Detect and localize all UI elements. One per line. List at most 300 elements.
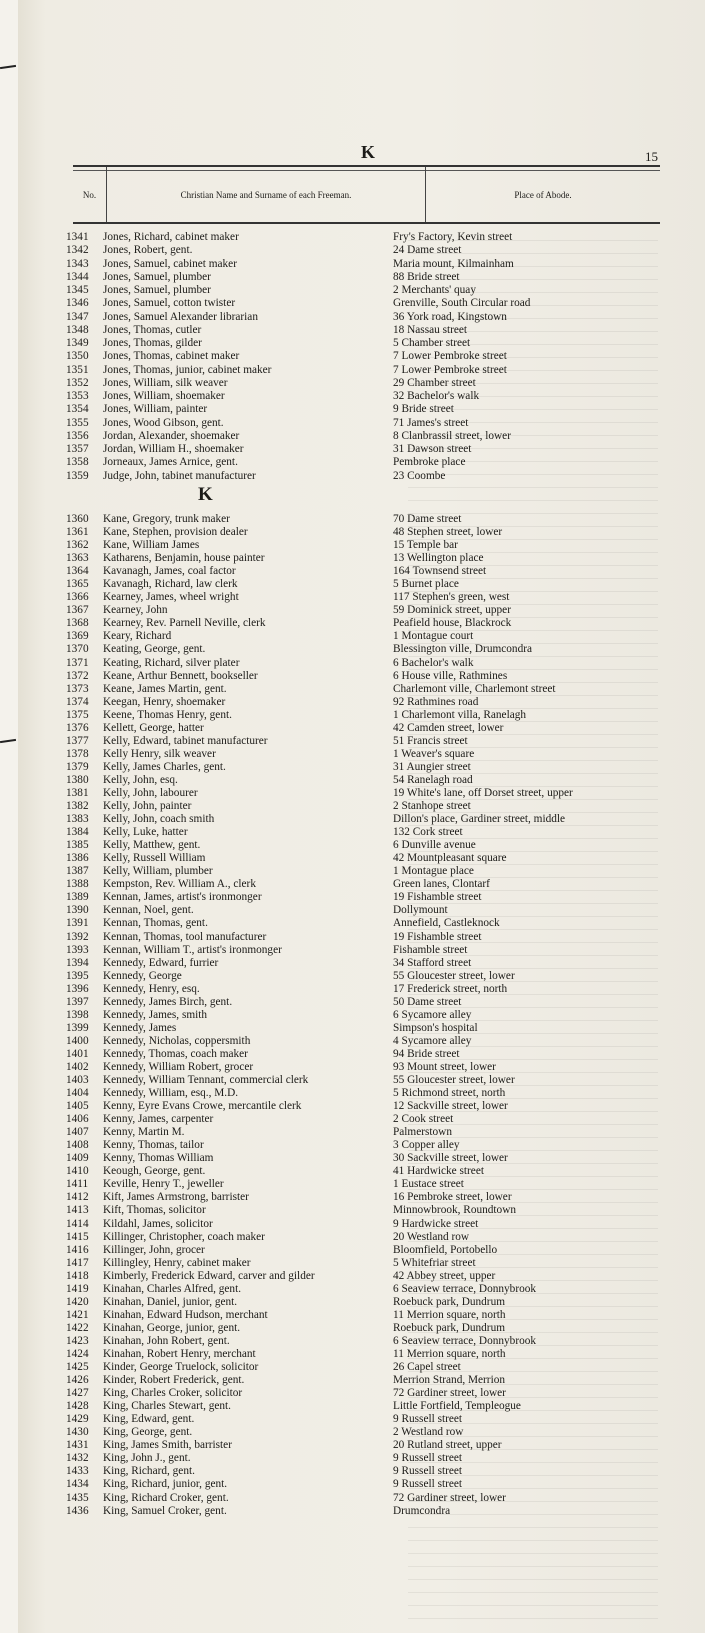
entry-number: 1404 [66,1087,89,1100]
place-of-abode: 17 Frederick street, north [393,982,508,995]
freeman-name: Kennan, Noel, gent. [103,904,194,917]
entry-number: 1386 [66,852,89,865]
place-of-abode: 1 Charlemont villa, Ranelagh [393,708,527,721]
freeman-name: Kennedy, Thomas, coach maker [103,1047,248,1060]
freeman-name: Kelly, John, esq. [103,773,178,786]
place-of-abode: 5 Richmond street, north [393,1087,506,1100]
entry-number: 1384 [66,826,89,839]
entry-number: 1405 [66,1100,89,1113]
table-row [66,1035,666,1048]
table-row [66,891,666,904]
entry-number: 1383 [66,813,89,826]
table-row [66,813,666,826]
entry-number: 1393 [66,943,89,956]
table-row [66,1218,666,1231]
place-of-abode: 23 Coombe [393,469,446,482]
table-row [66,630,666,643]
table-row [66,1165,666,1178]
place-of-abode: 13 Wellington place [393,552,484,565]
place-of-abode: 42 Camden street, lower [393,721,504,734]
entry-number: 1382 [66,800,89,813]
freeman-name: Kenny, Thomas William [103,1152,214,1165]
table-row [66,456,666,469]
entry-number: 1388 [66,878,89,891]
place-of-abode: Dillon's place, Gardiner street, middle [393,813,566,826]
table-row [66,578,666,591]
table-row [66,443,666,456]
table-row [66,284,666,297]
freeman-name: Kimberly, Frederick Edward, carver and gilder [103,1269,315,1282]
place-of-abode: 3 Copper alley [393,1139,460,1152]
entry-number: 1413 [66,1204,89,1217]
freeman-name: King, George, gent. [103,1426,193,1439]
place-of-abode: 2 Merchants' quay [393,284,476,296]
place-of-abode: 9 Russell street [393,1465,463,1478]
place-of-abode: 9 Hardwicke street [393,1217,479,1230]
freeman-name: King, Charles Croker, solicitor [103,1387,243,1400]
place-of-abode: 41 Hardwicke street [393,1165,484,1178]
place-of-abode: Grenville, South Circular road [393,297,531,310]
freeman-name: Keene, Thomas Henry, gent. [103,708,232,721]
table-row [66,761,666,774]
entry-number: 1390 [66,904,89,917]
entry-number: 1422 [66,1321,89,1334]
table-row [66,1296,666,1309]
place-of-abode: 6 Seaview terrace, Donnybrook [393,1282,537,1295]
freeman-name: Jordan, Alexander, shoemaker [103,429,240,442]
place-of-abode: Roebuck park, Dundrum [393,1321,506,1334]
entry-number: 1364 [66,565,89,578]
entry-number: 1403 [66,1074,89,1087]
entry-number: 1423 [66,1334,89,1347]
freeman-name: King, Edward, gent. [103,1413,195,1426]
table-row [66,470,666,483]
page-fold [0,0,19,1633]
table-row [66,1400,666,1413]
table-row [66,865,666,878]
place-of-abode: 50 Dame street [393,995,462,1008]
place-of-abode: 34 Stafford street [393,956,472,969]
entry-number: 1396 [66,982,89,995]
table-row [66,617,666,630]
table-row [66,377,666,390]
freeman-name: Kennedy, James, smith [103,1008,208,1021]
margin-mark [0,65,16,69]
entry-number: 1389 [66,891,89,904]
freeman-list-k [66,513,666,1518]
entry-number: 1394 [66,956,89,969]
place-of-abode: 6 Dunville avenue [393,839,476,852]
table-row [66,657,666,670]
entry-number: 1377 [66,734,89,747]
place-of-abode: 1 Montague place [393,865,474,878]
table-row [66,722,666,735]
table-row [66,244,666,257]
place-of-abode: 6 Sycamore alley [393,1008,472,1021]
place-of-abode: 72 Gardiner street, lower [393,1387,506,1400]
place-of-abode: 32 Bachelor's walk [393,390,480,402]
entry-number: 1398 [66,1008,89,1021]
freeman-name: Kinahan, George, junior, gent. [103,1321,241,1334]
place-of-abode: 117 Stephen's green, west [393,591,510,604]
place-of-abode: Minnowbrook, Roundtown [393,1204,517,1217]
place-of-abode: 19 Fishamble street [393,891,482,904]
table-row [66,878,666,891]
place-of-abode: 94 Bride street [393,1047,460,1060]
freeman-name: Kennan, Thomas, gent. [103,917,208,930]
place-of-abode: 4 Sycamore alley [393,1034,472,1047]
table-row [66,1283,666,1296]
table-row [66,1492,666,1505]
freeman-name: Kelly, Matthew, gent. [103,839,201,852]
table-row [66,1204,666,1217]
entry-number: 1402 [66,1060,89,1073]
place-of-abode: 72 Gardiner street, lower [393,1491,506,1504]
freeman-name: Kelly, James Charles, gent. [103,760,226,773]
table-row [66,931,666,944]
entry-number: 1343 [66,257,89,270]
entry-number: 1385 [66,839,89,852]
table-row [66,1244,666,1257]
freeman-name: King, Charles Stewart, gent. [103,1400,232,1413]
entry-number: 1399 [66,1021,89,1034]
place-of-abode: 6 Bachelor's walk [393,656,474,669]
place-of-abode: 24 Dame street [393,244,462,257]
table-row [66,1139,666,1152]
table-row [66,774,666,787]
place-of-abode: 9 Bride street [393,403,454,416]
freeman-name: Killinger, John, grocer [103,1243,205,1256]
header-name: Christian Name and Surname of each Freeman. [107,167,426,222]
entry-number: 1375 [66,708,89,721]
place-of-abode: 9 Russell street [393,1452,463,1465]
place-of-abode: 9 Russell street [393,1478,463,1491]
freeman-name: Jones, William, silk weaver [103,376,228,389]
entry-number: 1353 [66,390,89,402]
entry-number: 1424 [66,1348,89,1360]
entry-number: 1361 [66,526,89,539]
freeman-name: Kinder, Robert Frederick, gent. [103,1374,245,1387]
freeman-name: King, Richard, junior, gent. [103,1478,228,1491]
table-row [66,1257,666,1270]
place-of-abode: Charlemont ville, Charlemont street [393,682,556,695]
freeman-name: Jones, William, painter [103,403,208,416]
table-row [66,1231,666,1244]
freeman-name: Jones, Samuel, cotton twister [103,297,236,310]
freeman-name: Jordan, William H., shoemaker [103,443,244,455]
place-of-abode: 1 Montague court [393,630,474,643]
freeman-name: Kane, William James [103,539,200,552]
table-row [66,839,666,852]
freeman-name: Kennedy, Nicholas, coppersmith [103,1034,251,1047]
table-row [66,670,666,683]
place-of-abode: Merrion Strand, Merrion [393,1374,506,1387]
freeman-name: Kenny, James, carpenter [103,1113,214,1126]
table-row [66,1478,666,1491]
table-row [66,539,666,552]
freeman-name: Jones, Thomas, gilder [103,337,202,349]
freeman-name: Jones, Samuel, plumber [103,284,211,296]
entry-number: 1357 [66,443,89,455]
freeman-list-j [66,231,666,483]
freeman-name: Katharens, Benjamin, house painter [103,552,265,565]
freeman-name: Kelly, Russell William [103,852,206,865]
entry-number: 1427 [66,1387,89,1400]
freeman-name: Kennedy, James [103,1021,177,1034]
table-row [66,1465,666,1478]
entry-number: 1429 [66,1413,89,1426]
place-of-abode: 48 Stephen street, lower [393,526,503,539]
table-row [66,904,666,917]
table-header [73,165,660,224]
place-of-abode: Fry's Factory, Kevin street [393,231,513,243]
entry-number: 1354 [66,403,89,416]
freeman-name: Jones, Thomas, junior, cabinet maker [103,363,272,376]
table-row [66,364,666,377]
page-number: 15 [645,149,658,164]
freeman-name: Kinahan, Daniel, junior, gent. [103,1295,238,1308]
entry-number: 1392 [66,930,89,943]
place-of-abode: 19 White's lane, off Dorset street, upper [393,786,573,799]
place-of-abode: 5 Chamber street [393,337,471,349]
entry-number: 1395 [66,969,89,982]
freeman-name: Kelly, John, painter [103,800,192,813]
entry-number: 1433 [66,1465,89,1478]
place-of-abode: 5 Whitefriar street [393,1256,476,1269]
entry-number: 1410 [66,1165,89,1178]
table-row [66,917,666,930]
place-of-abode: Annefield, Castleknock [393,917,500,930]
freeman-name: Kelly, Luke, hatter [103,826,188,839]
entry-number: 1352 [66,376,89,389]
entry-number: 1430 [66,1426,89,1439]
place-of-abode: 2 Cook street [393,1113,454,1126]
entry-number: 1397 [66,995,89,1008]
table-row [66,643,666,656]
table-row [66,983,666,996]
table-row [66,565,666,578]
place-of-abode: 55 Gloucester street, lower [393,969,515,982]
place-of-abode: Little Fortfield, Templeogue [393,1400,521,1413]
freeman-name: Jones, Samuel, plumber [103,270,211,283]
table-row [66,390,666,403]
freeman-name: Kearney, James, wheel wright [103,591,239,604]
table-row [66,417,666,430]
freeman-name: Keane, James Martin, gent. [103,682,227,695]
freeman-name: Kinahan, Robert Henry, merchant [103,1348,256,1360]
place-of-abode: 16 Pembroke street, lower [393,1191,512,1204]
freeman-name: Kelly, John, coach smith [103,813,215,826]
place-of-abode: 19 Fishamble street [393,930,482,943]
entry-number: 1370 [66,643,89,656]
entry-number: 1409 [66,1152,89,1165]
entry-number: 1341 [66,231,89,243]
entry-number: 1432 [66,1452,89,1465]
table-row [66,403,666,416]
place-of-abode: Blessington ville, Drumcondra [393,643,532,656]
document-page [18,0,705,1633]
freeman-name: Jones, William, shoemaker [103,390,225,402]
table-row [66,709,666,722]
entry-number: 1376 [66,721,89,734]
table-row [66,1270,666,1283]
freeman-name: Killinger, Christopher, coach maker [103,1230,265,1243]
entry-number: 1421 [66,1308,89,1321]
entry-number: 1434 [66,1478,89,1491]
entry-number: 1350 [66,350,89,363]
place-of-abode: Drumcondra [393,1504,451,1517]
entry-number: 1360 [66,513,89,525]
table-row [66,1374,666,1387]
table-row [66,1505,666,1518]
entry-number: 1391 [66,917,89,930]
freeman-name: King, Richard, gent. [103,1465,195,1478]
place-of-abode: 5 Burnet place [393,578,459,591]
entry-number: 1372 [66,669,89,682]
table-row [66,957,666,970]
entry-number: 1379 [66,760,89,773]
place-of-abode: 59 Dominick street, upper [393,604,511,617]
freeman-name: Kildahl, James, solicitor [103,1217,213,1230]
place-of-abode: Peafield house, Blackrock [393,617,512,630]
place-of-abode: 20 Rutland street, upper [393,1439,502,1452]
place-of-abode: 20 Westland row [393,1230,470,1243]
place-of-abode: 51 Francis street [393,734,468,747]
place-of-abode: 6 House ville, Rathmines [393,669,508,682]
place-of-abode: 42 Abbey street, upper [393,1269,496,1282]
freeman-name: King, John J., gent. [103,1452,191,1465]
entry-number: 1344 [66,270,89,283]
place-of-abode: Dollymount [393,904,448,917]
entry-number: 1417 [66,1256,89,1269]
table-row [66,1191,666,1204]
section-letter: K [198,484,213,505]
place-of-abode: 36 York road, Kingstown [393,310,507,323]
table-row [66,1361,666,1374]
entry-number: 1346 [66,297,89,310]
place-of-abode: 31 Aungier street [393,760,471,773]
place-of-abode: 1 Weaver's square [393,747,475,760]
table-row [66,1348,666,1361]
entry-number: 1363 [66,552,89,565]
entry-number: 1366 [66,591,89,604]
entry-number: 1407 [66,1126,89,1139]
table-row [66,1322,666,1335]
freeman-name: Kenny, Thomas, tailor [103,1139,204,1152]
freeman-name: Jones, Thomas, cabinet maker [103,350,240,363]
place-of-abode: 70 Dame street [393,513,462,525]
table-row [66,826,666,839]
freeman-name: Keough, George, gent. [103,1165,206,1178]
table-row [66,297,666,310]
table-row [66,513,666,526]
entry-number: 1419 [66,1282,89,1295]
freeman-name: Judge, John, tabinet manufacturer [103,469,256,482]
place-of-abode: 1 Eustace street [393,1178,464,1191]
entry-number: 1359 [66,469,89,482]
table-row [66,1309,666,1322]
freeman-name: Kenny, Eyre Evans Crowe, mercantile clerk [103,1100,302,1113]
entry-number: 1431 [66,1439,89,1452]
margin-mark [0,739,16,743]
entry-number: 1418 [66,1269,89,1282]
place-of-abode: 9 Russell street [393,1413,463,1426]
entry-number: 1362 [66,539,89,552]
freeman-name: Kennedy, Edward, furrier [103,956,219,969]
table-row [66,1439,666,1452]
table-row [66,996,666,1009]
table-row [66,1152,666,1165]
table-row [66,1100,666,1113]
place-of-abode: Roebuck park, Dundrum [393,1295,506,1308]
entry-number: 1416 [66,1243,89,1256]
entry-number: 1367 [66,604,89,617]
place-of-abode: 8 Clanbrassil street, lower [393,429,511,442]
entry-number: 1428 [66,1400,89,1413]
table-row [66,800,666,813]
freeman-name: Kennan, William T., artist's ironmonger [103,943,282,956]
table-row [66,526,666,539]
place-of-abode: 29 Chamber street [393,376,476,389]
freeman-name: Kennedy, William Tennant, commercial clerk [103,1074,309,1087]
freeman-name: King, Richard Croker, gent. [103,1491,229,1504]
table-row [66,604,666,617]
entry-number: 1347 [66,310,89,323]
freeman-name: Kempston, Rev. William A., clerk [103,878,256,891]
place-of-abode: 15 Temple bar [393,539,458,552]
freeman-name: Jones, Samuel, cabinet maker [103,257,237,270]
freeman-name: Keegan, Henry, shoemaker [103,695,226,708]
header-place: Place of Abode. [514,189,572,200]
table-row [66,1113,666,1126]
place-of-abode: 6 Seaview terrace, Donnybrook [393,1334,537,1347]
place-of-abode: Pembroke place [393,456,466,469]
table-row [66,1126,666,1139]
place-of-abode: 2 Stanhope street [393,800,471,813]
table-row [66,1387,666,1400]
freeman-name: Killingley, Henry, cabinet maker [103,1256,251,1269]
entry-number: 1387 [66,865,89,878]
entry-number: 1401 [66,1047,89,1060]
place-of-abode: 2 Westland row [393,1426,464,1439]
entry-number: 1435 [66,1491,89,1504]
table-row [66,1048,666,1061]
entry-number: 1425 [66,1361,89,1374]
entry-number: 1351 [66,363,89,376]
table-row [66,337,666,350]
place-of-abode: 11 Merrion square, north [393,1308,506,1321]
entry-number: 1356 [66,429,89,442]
table-row [66,311,666,324]
freeman-name: Kinahan, Charles Alfred, gent. [103,1282,242,1295]
entry-number: 1415 [66,1230,89,1243]
table-row [66,1413,666,1426]
entry-number: 1436 [66,1504,89,1517]
entry-number: 1373 [66,682,89,695]
table-row [66,1178,666,1191]
freeman-name: Jones, Thomas, cutler [103,323,202,336]
table-row [66,1335,666,1348]
place-of-abode: Simpson's hospital [393,1021,478,1034]
freeman-name: Kennedy, William Robert, grocer [103,1060,254,1073]
table-row [66,350,666,363]
table-row [66,271,666,284]
freeman-name: Kavanagh, James, coal factor [103,565,236,578]
table-row [66,683,666,696]
freeman-name: Keary, Richard [103,630,172,643]
entry-number: 1371 [66,656,89,669]
freeman-name: Jones, Robert, gent. [103,244,193,257]
